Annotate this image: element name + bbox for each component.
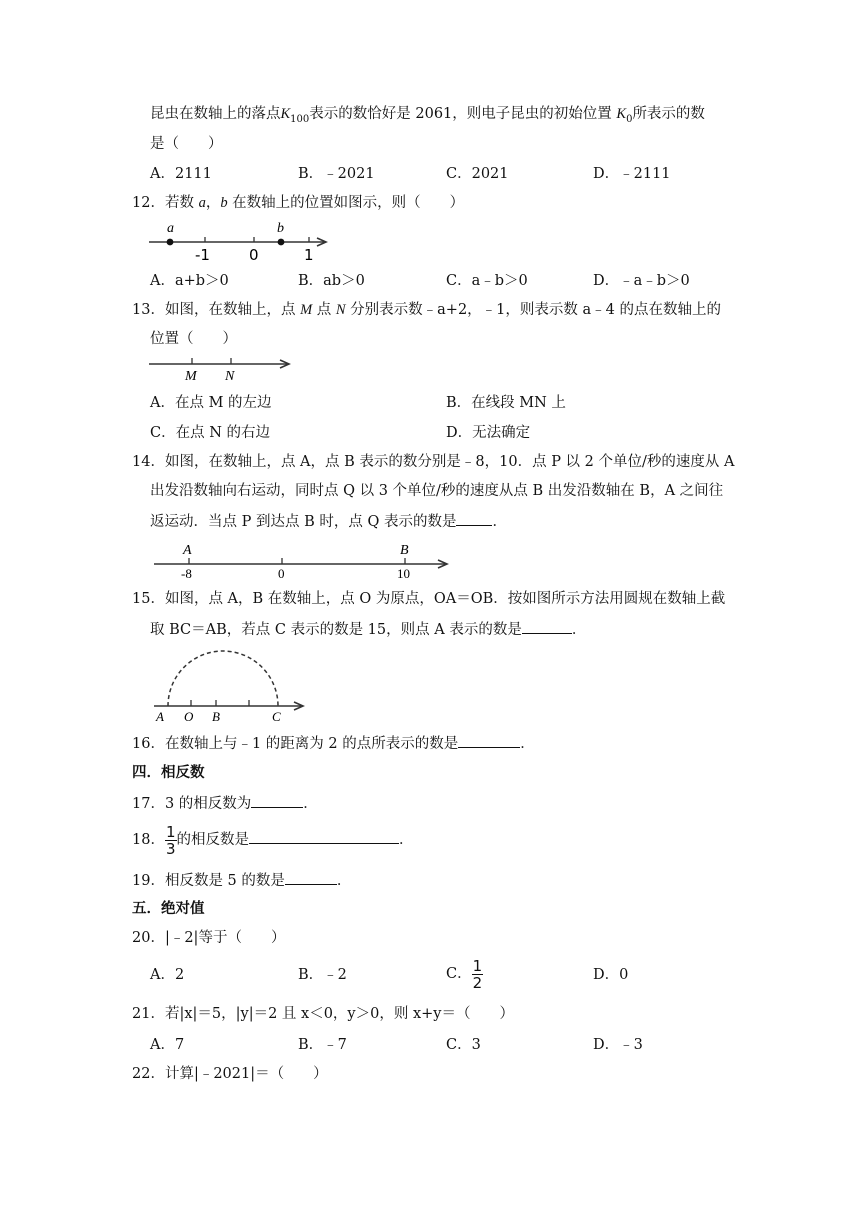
q15-line2 [150, 619, 586, 640]
q13-var-m: M [300, 302, 313, 318]
q13-number-line [145, 354, 295, 384]
q21-option-c: C．3 [446, 1037, 481, 1053]
q21-option-b: B．﹣7 [298, 1037, 347, 1053]
q14-answer-blank[interactable] [456, 511, 492, 526]
k100-var: K [280, 106, 291, 122]
q18-num: 18． [132, 832, 165, 848]
q15-label-c: C [272, 709, 281, 724]
q20-option-c [446, 956, 483, 992]
section-heading-5: 五．绝对值 [132, 900, 205, 917]
q18-fraction [165, 824, 177, 857]
k100-sub: 100 [290, 113, 310, 125]
q12-var-a: a [198, 195, 206, 211]
q13-text-b: 点 [316, 302, 332, 318]
q12-option-d: D．﹣a﹣b＞0 [593, 273, 690, 289]
q21-option-a: A．7 [150, 1037, 185, 1053]
q14-label-b: B [400, 543, 409, 558]
q14-tick-label-a: -8 [181, 566, 192, 580]
q13-label-n: N [225, 369, 235, 384]
q12-stem-a: 12．若数 [132, 195, 194, 211]
q12-point-b [278, 239, 285, 246]
q13-option-a: A．在点 M 的左边 [150, 395, 272, 411]
q12-stem-b: 在数轴上的位置如图示，则（ ） [232, 195, 465, 211]
q14-tick-label-b: 10 [397, 566, 410, 580]
q15-label-a: A [156, 709, 164, 724]
q14-number-line [150, 540, 455, 580]
q16-answer-blank[interactable] [458, 733, 520, 748]
q12-number-line [145, 218, 335, 262]
q12-option-a: A．a+b＞0 [150, 273, 229, 289]
q20-option-b: B．﹣2 [298, 967, 347, 983]
q14-line3-text: 返运动．当点 P 到达点 B 时，点 Q 表示的数是 [150, 514, 457, 530]
q15-label-o: O [184, 709, 194, 724]
q12-comma: ， [205, 195, 221, 211]
q13-text-a: 13．如图，在数轴上，点 [132, 302, 296, 318]
q18 [132, 822, 414, 858]
q18-answer-blank[interactable] [249, 829, 399, 844]
q12-label-a: a [167, 221, 174, 236]
q19-answer-blank[interactable] [285, 870, 337, 885]
q12-point-a [167, 239, 174, 246]
q16-text: 16．在数轴上与﹣1 的距离为 2 的点所表示的数是 [132, 736, 459, 752]
q11-option-b: B．﹣2021 [298, 166, 375, 182]
q11-text-c: 所表示的数 [632, 106, 705, 122]
q15-answer-blank[interactable] [522, 619, 572, 634]
q17-end: ． [303, 796, 318, 812]
q14-line3-end: ． [492, 514, 507, 530]
q15-compass-arc [168, 651, 278, 706]
q20-option-c-fraction [472, 958, 484, 991]
q21-stem: 21．若|x|＝5，|y|＝2 且 x＜0，y＞0，则 x+y＝（ ） [132, 1006, 514, 1022]
q20-option-c-label: C． [446, 966, 472, 982]
q12-tick-label-0: 0 [249, 246, 259, 262]
q11-text-b: 表示的数恰好是 2061，则电子昆虫的初始位置 [309, 106, 612, 122]
q15-label-b: B [212, 709, 220, 724]
q11-option-d: D．﹣2111 [593, 166, 671, 182]
section-heading-4: 四．相反数 [132, 764, 205, 781]
q19-end: ． [336, 873, 352, 889]
q11-text-a: 昆虫在数轴上的落点 [150, 106, 281, 122]
q14-line2: 出发沿数轴向右运动，同时点 Q 以 3 个单位/秒的速度从点 B 出发沿数轴在 B，A 之间往 [150, 483, 724, 499]
q20-frac-den: 2 [472, 973, 483, 992]
q12-var-b: b [220, 195, 228, 211]
q13-option-c: C．在点 N 的右边 [150, 425, 270, 441]
q11-option-c: C．2021 [446, 166, 509, 182]
q13-text-c: 分别表示数﹣a+2，﹣1，则表示数 a﹣4 的点在数轴上的 [350, 302, 721, 318]
q20-frac-num: 1 [472, 956, 483, 975]
q17 [132, 793, 318, 814]
q14-line1: 14．如图，在数轴上，点 A，点 B 表示的数分别是﹣8，10．点 P 以 2 个单位/秒的速度从 A [132, 454, 735, 470]
q20-option-a: A．2 [150, 967, 185, 983]
q17-answer-blank[interactable] [251, 793, 303, 808]
q20-stem: 20．|﹣2|等于（ ） [132, 930, 286, 946]
q15-line2-text: 取 BC＝AB，若点 C 表示的数是 15，则点 A 表示的数是 [150, 622, 522, 638]
k0-sub: 0 [626, 113, 633, 125]
q18-frac-num: 1 [165, 822, 176, 841]
q15-compass-figure [150, 646, 310, 724]
q19-text: 19．相反数是 5 的数是 [132, 873, 285, 889]
q16-end: ． [520, 736, 535, 752]
q21-option-d: D．﹣3 [593, 1037, 643, 1053]
q18-text: 的相反数是 [176, 832, 249, 848]
k0-var: K [616, 106, 627, 122]
q12-option-c: C．a﹣b＞0 [446, 273, 528, 289]
q18-end: ． [399, 832, 414, 848]
q15-line2-end: ． [571, 622, 587, 638]
q12-tick-label-m1: -1 [195, 246, 210, 262]
q18-frac-den: 3 [165, 839, 176, 858]
q12-option-b: B．ab＞0 [298, 273, 365, 289]
q12-tick-label-1: 1 [304, 246, 314, 262]
q17-text: 17．3 的相反数为 [132, 796, 252, 812]
q16 [132, 733, 535, 754]
q13-line1 [132, 300, 721, 320]
q13-option-d: D．无法确定 [446, 425, 531, 441]
q22-stem: 22．计算|﹣2021|＝（ ） [132, 1066, 328, 1082]
q13-var-n: N [335, 302, 346, 318]
q14-tick-label-0: 0 [278, 566, 285, 580]
q20-option-d: D．0 [593, 967, 629, 983]
q14-label-a: A [183, 543, 192, 558]
q12-label-b: b [277, 221, 284, 236]
q19 [132, 870, 351, 891]
q13-label-m: M [185, 369, 197, 384]
q12-stem [132, 193, 464, 213]
q11-line2: 是（ ） [150, 136, 223, 152]
q13-line2: 位置（ ） [150, 331, 237, 347]
q11-option-a: A．2111 [150, 166, 212, 182]
q11-line1 [150, 104, 705, 130]
q13-option-b: B．在线段 MN 上 [446, 395, 566, 411]
q15-line1: 15．如图，点 A，B 在数轴上，点 O 为原点，OA＝OB．按如图所示方法用圆规在数轴上截 [132, 591, 726, 607]
q14-line3 [150, 511, 507, 532]
